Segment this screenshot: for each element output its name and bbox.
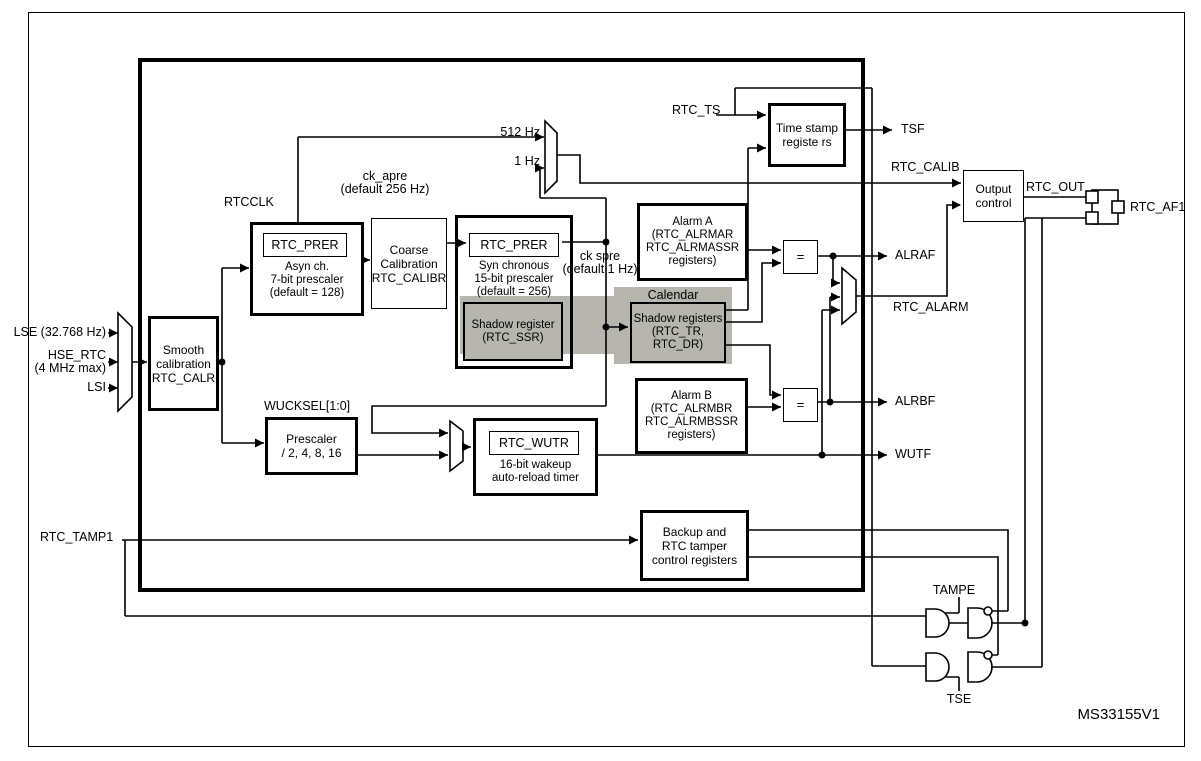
block-wakeup-prescaler: Prescaler / 2, 4, 8, 16 <box>265 417 358 475</box>
block-backup-tamper-registers: Backup and RTC tamper control registers <box>640 510 749 581</box>
tamper-gate-bubble <box>984 607 992 615</box>
junction-dot <box>1022 620 1029 627</box>
label-lsi: LSI <box>87 380 106 394</box>
arrowhead <box>878 252 887 261</box>
block-wakeup-timer <box>473 418 598 496</box>
label-hse-max: (4 MHz max) <box>34 361 106 375</box>
block-timestamp-registers: Time stamp registe rs <box>768 103 846 167</box>
arrowhead <box>439 451 448 460</box>
timestamp-and-gate <box>926 653 949 681</box>
arrowhead <box>772 259 781 268</box>
label-wucksel: WUCKSEL[1:0] <box>264 399 351 413</box>
label-lse: LSE (32.768 Hz) <box>13 325 106 339</box>
block-coarse-calibration: Coarse Calibration RTC_CALIBR <box>371 218 447 309</box>
arrowhead <box>629 536 638 545</box>
label-alrbf: ALRBF <box>895 394 936 408</box>
comparator-alarm-a: = <box>783 240 818 274</box>
register-name: RTC_PRER <box>480 238 548 252</box>
junction-dot <box>830 253 837 260</box>
arrowhead <box>138 358 147 367</box>
label-rtc-af1: RTC_AF1 <box>1130 200 1186 214</box>
register-name: RTC_WUTR <box>499 436 569 450</box>
label-tampe: TAMPE <box>932 583 976 597</box>
label-rtc-ts: RTC_TS <box>672 103 721 117</box>
watermark: MS33155V1 <box>1077 706 1160 723</box>
register-name: RTC_PRER <box>271 238 339 252</box>
label-hse-rtc: HSE_RTC <box>47 348 106 362</box>
label-512hz: 512 Hz <box>500 125 540 139</box>
rtc-prer-register-box <box>469 233 559 257</box>
label-rtcclk: RTCCLK <box>224 195 274 209</box>
alarm-mux <box>842 268 856 324</box>
block-async-prescaler <box>250 222 364 316</box>
block-text: Asyn ch. 7-bit prescaler (default = 128) <box>269 261 345 299</box>
label-ck-apre: ck_apre (default 256 Hz) <box>340 169 430 196</box>
label-rtc-calib: RTC_CALIB <box>891 160 960 174</box>
arrowhead <box>462 443 471 452</box>
label-alraf: ALRAF <box>895 248 936 262</box>
calendar-label: Calendar <box>647 288 699 302</box>
arrowhead <box>831 293 840 302</box>
arrowhead <box>619 323 628 332</box>
arrowhead <box>240 264 249 273</box>
rtc-af1-pad <box>1086 190 1124 224</box>
label-rtc-out: RTC_OUT <box>1026 180 1085 194</box>
arrowhead <box>878 398 887 407</box>
arrowhead <box>109 358 118 367</box>
tamper-and-gate <box>926 609 949 637</box>
label-rtc-tamp1: RTC_TAMP1 <box>40 530 114 544</box>
label-tsf: TSF <box>901 122 925 136</box>
label-1hz: 1 Hz <box>514 154 540 168</box>
arrowhead <box>831 306 840 315</box>
calib-clock-mux <box>545 121 557 193</box>
arrowhead <box>255 439 264 448</box>
block-text: 16-bit wakeup auto-reload timer <box>492 459 579 484</box>
timestamp-gate-bubble <box>984 651 992 659</box>
label-wutf: WUTF <box>895 447 932 461</box>
label-tse: TSE <box>946 692 972 706</box>
clock-input-mux <box>118 313 132 411</box>
arrowhead <box>878 451 887 460</box>
comparator-alarm-b: = <box>783 388 818 422</box>
junction-dot <box>603 324 610 331</box>
wakeup-clock-mux <box>450 421 463 471</box>
block-text: Syn chronous 15-bit prescaler (default = 256) <box>474 260 554 298</box>
arrowhead <box>772 246 781 255</box>
arrowhead <box>883 126 892 135</box>
arrowhead <box>109 329 118 338</box>
arrowhead <box>831 279 840 288</box>
block-smooth-calibration <box>148 316 219 411</box>
block-shadow-register-ssr: Shadow register (RTC_SSR) <box>463 302 563 361</box>
arrowhead <box>952 201 961 210</box>
junction-dot <box>219 359 226 366</box>
arrowhead <box>109 384 118 393</box>
block-calendar-shadow-registers: Shadow registers (RTC_TR, RTC_DR) <box>630 302 726 363</box>
junction-dot <box>603 239 610 246</box>
block-text: calibration <box>156 356 211 371</box>
arrowhead <box>772 403 781 412</box>
arrowhead <box>757 111 766 120</box>
arrowhead <box>772 391 781 400</box>
rtc-prer-register-box <box>263 233 347 257</box>
block-text: Smooth <box>162 342 205 357</box>
block-alarm-a: Alarm A (RTC_ALRMAR RTC_ALRMASSR registers) <box>637 203 748 281</box>
arrowhead <box>952 179 961 188</box>
block-alarm-b: Alarm B (RTC_ALRMBR RTC_ALRMBSSR registers) <box>635 378 748 454</box>
junction-dot <box>819 452 826 459</box>
label-rtc-alarm: RTC_ALARM <box>893 300 969 314</box>
block-output-control: Output control <box>963 170 1024 222</box>
arrowhead <box>439 429 448 438</box>
block-text: RTC_CALR <box>151 370 216 385</box>
label-ck-spre: ck spre (default 1 Hz) <box>562 249 638 276</box>
arrowhead <box>757 144 766 153</box>
rtc-wutr-register-box <box>489 431 579 455</box>
junction-dot <box>827 399 834 406</box>
